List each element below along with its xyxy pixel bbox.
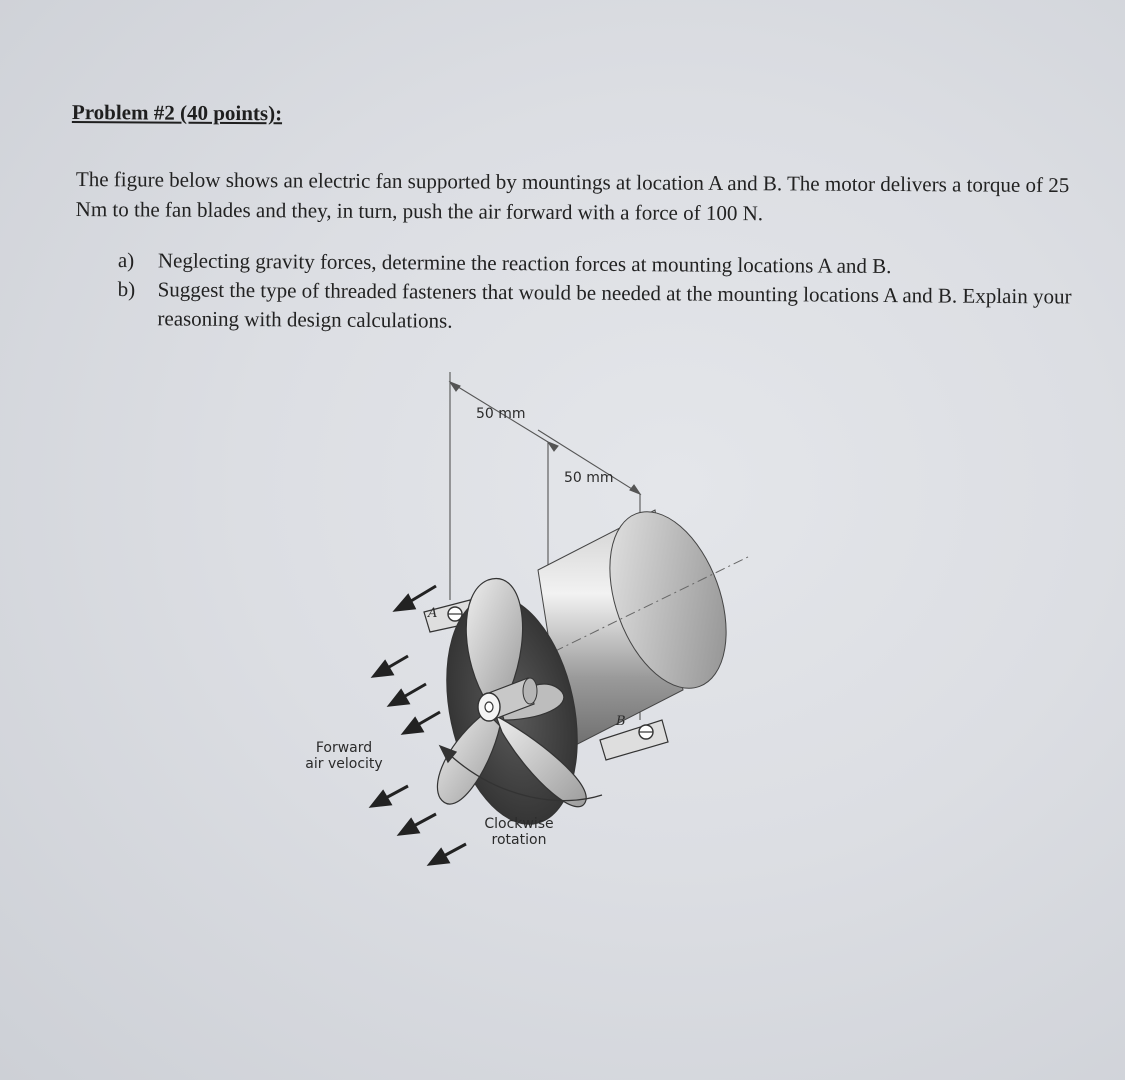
mount-b-label: B [616, 714, 626, 729]
question-marker: a) [117, 247, 135, 273]
rotation-label [476, 816, 562, 848]
question-marker: b) [117, 276, 136, 302]
question-text: Neglecting gravity forces, determine the reaction forces at mounting locations A and B. [157, 248, 892, 279]
question-list [117, 246, 1108, 341]
fan-diagram [290, 360, 810, 880]
forward-air-label-line-2: air velocity [305, 756, 383, 772]
question-item-b [117, 275, 1107, 341]
forward-air-label [304, 740, 384, 772]
forward-air-label-line-1: Forward [315, 740, 373, 756]
intro-paragraph: The figure below shows an electric fan supported by mountings at location A and B. The motor delivers a torque of 25 Nm to the fan blades and they, in turn, push the air forward with a force of 100 N. [75, 166, 1070, 226]
mount-a-label: A [428, 606, 438, 621]
problem-title: Problem #2 (40 points): [71, 100, 283, 126]
question-text: Suggest the type of threaded fasteners that would be needed at the mounting locations A and B. Explain your reasoning with design calculations. [157, 277, 1072, 333]
dimension-label-right: 50 mm [564, 470, 614, 486]
rotation-label-line-2: rotation [491, 832, 547, 848]
dimension-label-top: 50 mm [476, 406, 526, 422]
rotation-label-line-1: Clockwise [484, 816, 554, 832]
fan-figure [290, 360, 810, 880]
problem-intro [76, 164, 1106, 230]
